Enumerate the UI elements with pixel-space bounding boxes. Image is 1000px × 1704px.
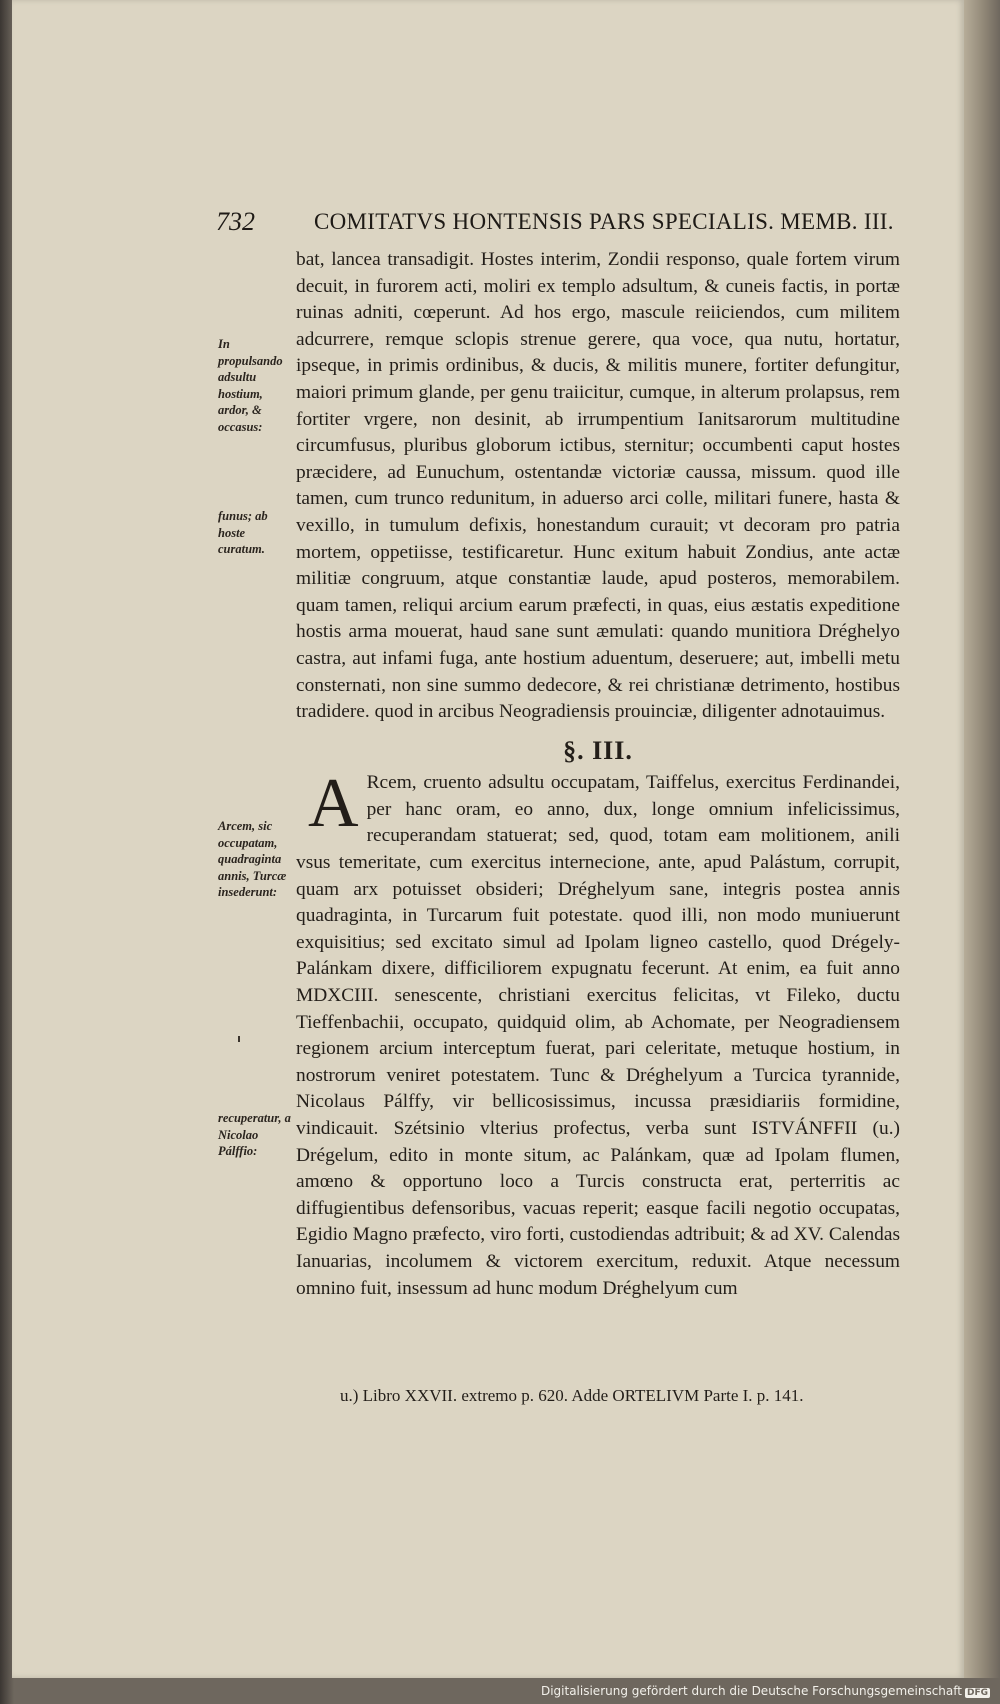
running-title: COMITATVS HONTENSIS PARS SPECIALIS. MEMB. III. (314, 209, 894, 234)
paragraph-2 (296, 765, 900, 1302)
page-number: 732 (216, 207, 255, 236)
credit-text: Digitalisierung gefördert durch die Deutsche Forschungsgemeinschaft (540, 1684, 962, 1698)
footnote: u.) Libro XXVII. extremo p. 620. Adde ORTELIVM Parte I. p. 141. (340, 1386, 804, 1405)
paragraph-1: bat, lancea transadigit. Hostes interim, Zondii responso, quale fortem virum decuit, in furorem acti, moliri ex templo adsultum, & cuneis factis, in portæ ruinas adniti, cœperunt. Ad hos ergo, mascule reiiciendos, cum militem adcurrere, remque sclopis strenue gerere, qua voce, qua nutu, hortatur, ipseque, in primis ordinibus, & ducis, & militis munere, fortiter defungitur, maiori primum glande, per genu traiicitur, cumque, in alterum prolapsus, rem fortiter vrgere, non desinit, ab irrumpentium Ianitsarorum multitudine circumfusus, pluribus globorum ictibus, sternitur; occumbenti caput hostes præcidere, ad Eunuchum, ostentandæ victoriæ caussa, missum. quod ille tamen, cum trunco redunitum, in aduerso arci colle, militari funere, hasta & vexillo, in tumulum defixis, honestandum curauit; vt decoram pro patria mortem, oppetiisse, testificaretur. Hunc exitum habuit Zondius, ante actæ militiæ congruum, atque constantiæ laude, apud posteros, memorabilem. quam tamen, reliqui arcium earum præfecti, in quas, eius æstatis expeditione hostis arma mouerat, haud sane sunt æmulati: quando munitiora Dréghelyo castra, aut infami fuga, ante hostium aduentum, deseruere; aut, imbelli metu consternati, non sine summo dedecore, & rei christianæ detrimento, hostibus tradidere. quod in arcibus Neogradiensis prouinciæ, diligenter adnotauimus. (296, 249, 900, 723)
page-edge (964, 0, 1000, 1678)
paragraph-2-text: Rcem, cruento adsultu occupatam, Taiffelus, exercitus Ferdinandei, per hanc oram, eo anno, dux, longe omnium infelicissimus, recuperandam statuerat; sed, quod, totam eam molitionem, anili vsus temeritate, cum exercitus internecione, ante, apud Palástum, corrupit, quam arx potuisset obsideri; Dréghelyum sane, integris postea annis quadraginta, in Turcarum fuit potestate. quod illi, non modo muniuerunt exquisitius; sed excitato simul ad Ipolam ligneo castello, quod Drégely-Palánkam dixere, difficiliorem expugnatu fecerunt. At enim, ea fuit anno MDXCIII. senescente, christiani exercitus felicitas, vt Fileko, ductu Tieffenbachii, occupato, quidquid olim, ab Achomate, per Neogradiensem regionem arcium interceptum fuerat, pari celeritate, metuque hostium, in nostrorum veniret potestatem. Tunc & Dréghelyum a Turcica tyrannide, Nicolaus Pálffy, vir bellicosissimus, incussa præsidiariis formidine, vindicauit. Szétsinio vlterius profectus, verba sunt ISTVÁNFFII (u.) Drégelum, edito in monte situm, ac Palánkam, quæ ad Ipolam flumen, amœno & opportuno loco a Turcis constructa erat, perterritis ac diffugientibus defensoribus, vacuas reperit; easque facili negotio occupatas, Egidio Magno præfecto, viro forti, custodiendas adtribuit; & ad XV. Calendas Ianuarias, incolumem & victorem exercitum, reduxit. Atque necessum omnino fuit, insessum ad hunc modum Dréghelyum cum (296, 772, 900, 1299)
marginal-note-recuperatur: recuperatur, a Nicolao Pálffio: (218, 1111, 291, 1158)
main-text (296, 247, 900, 1302)
ink-speck (238, 1036, 240, 1042)
digitization-credit (541, 1684, 990, 1698)
marginal-note-ardor: In propulsando adsultu hostium, ardor, & occasus: (218, 337, 283, 434)
running-header (216, 207, 906, 243)
section-heading: §. III. (563, 735, 633, 765)
drop-cap: A (308, 765, 359, 843)
marginal-note-funus: funus; ab hoste curatum. (218, 509, 268, 556)
marginal-note-turcae: Arcem, sic occupatam, quadraginta annis, Turcæ insederunt: (218, 819, 287, 899)
dfg-logo: DFG (966, 1688, 988, 1698)
